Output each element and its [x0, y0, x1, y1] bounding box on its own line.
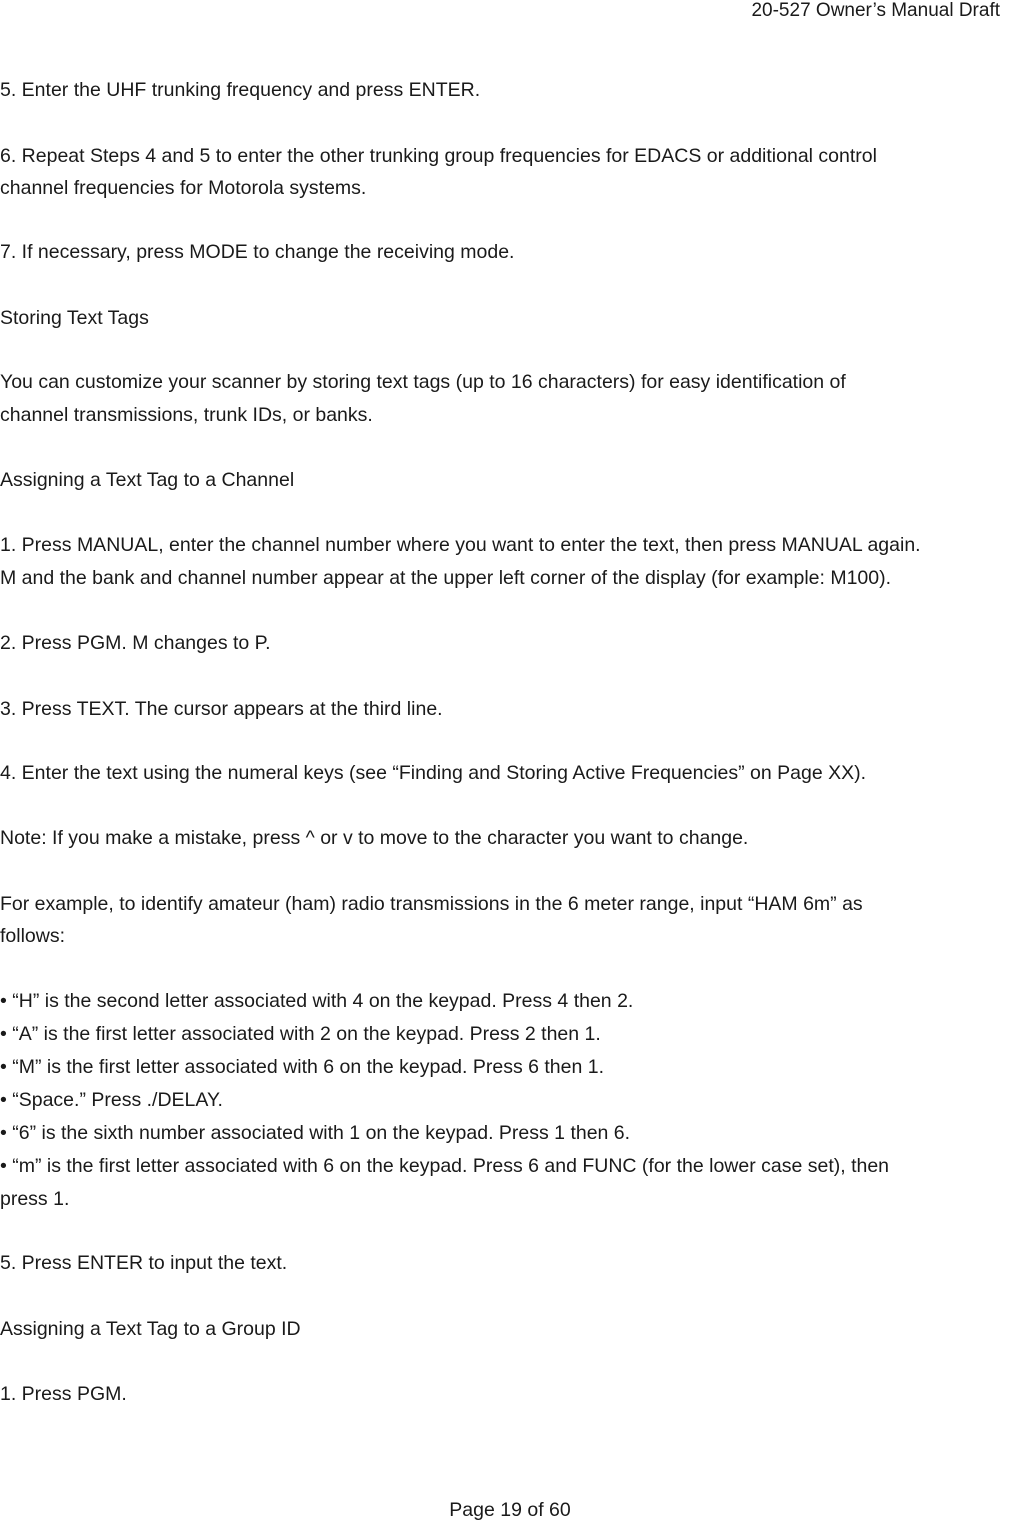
channel-step-2: 2. Press PGM. M changes to P. — [0, 632, 271, 654]
channel-step-3: 3. Press TEXT. The cursor appears at the third line. — [0, 698, 443, 720]
channel-step-5: 5. Press ENTER to input the text. — [0, 1252, 288, 1274]
step-5-uhf: 5. Enter the UHF trunking frequency and press ENTER. — [0, 79, 481, 101]
intro-line-1: You can customize your scanner by storing text tags (up to 16 characters) for easy identification of — [0, 371, 846, 393]
page-number: Page 19 of 60 — [449, 1499, 571, 1521]
document-header-title: 20-527 Owner’s Manual Draft — [751, 0, 1000, 21]
group-step-1: 1. Press PGM. — [0, 1383, 127, 1405]
subheading-channel: Assigning a Text Tag to a Channel — [0, 469, 295, 491]
example-line-1: For example, to identify amateur (ham) radio transmissions in the 6 meter range, input “HAM 6m” as — [0, 893, 863, 915]
bullet-item: • “A” is the first letter associated with 2 on the keypad. Press 2 then 1. — [0, 1023, 601, 1045]
channel-step-1-line-2: M and the bank and channel number appear at the upper left corner of the display (for example: M100). — [0, 567, 892, 589]
step-6-line-2: channel frequencies for Motorola systems. — [0, 177, 367, 199]
example-line-2: follows: — [0, 925, 66, 947]
intro-line-2: channel transmissions, trunk IDs, or banks. — [0, 404, 373, 426]
section-heading-storing-text-tags: Storing Text Tags — [0, 307, 149, 329]
note: Note: If you make a mistake, press ^ or v to move to the character you want to change. — [0, 827, 749, 849]
step-6-line-1: 6. Repeat Steps 4 and 5 to enter the other trunking group frequencies for EDACS or additional control — [0, 145, 877, 167]
bullet-item: • “Space.” Press ./DELAY. — [0, 1089, 223, 1111]
subheading-group-id: Assigning a Text Tag to a Group ID — [0, 1318, 301, 1340]
channel-step-1-line-1: 1. Press MANUAL, enter the channel number where you want to enter the text, then press MANUAL again. — [0, 534, 921, 556]
bullet-item-continuation: press 1. — [0, 1188, 70, 1210]
bullet-item: • “M” is the first letter associated with 6 on the keypad. Press 6 then 1. — [0, 1056, 605, 1078]
bullet-item: • “H” is the second letter associated with 4 on the keypad. Press 4 then 2. — [0, 990, 634, 1012]
bullet-item: • “m” is the first letter associated with 6 on the keypad. Press 6 and FUNC (for the lower case set), then — [0, 1155, 890, 1177]
step-7: 7. If necessary, press MODE to change the receiving mode. — [0, 241, 515, 263]
channel-step-4: 4. Enter the text using the numeral keys (see “Finding and Storing Active Frequencies” on Page XX). — [0, 762, 867, 784]
bullet-item: • “6” is the sixth number associated with 1 on the keypad. Press 1 then 6. — [0, 1122, 631, 1144]
